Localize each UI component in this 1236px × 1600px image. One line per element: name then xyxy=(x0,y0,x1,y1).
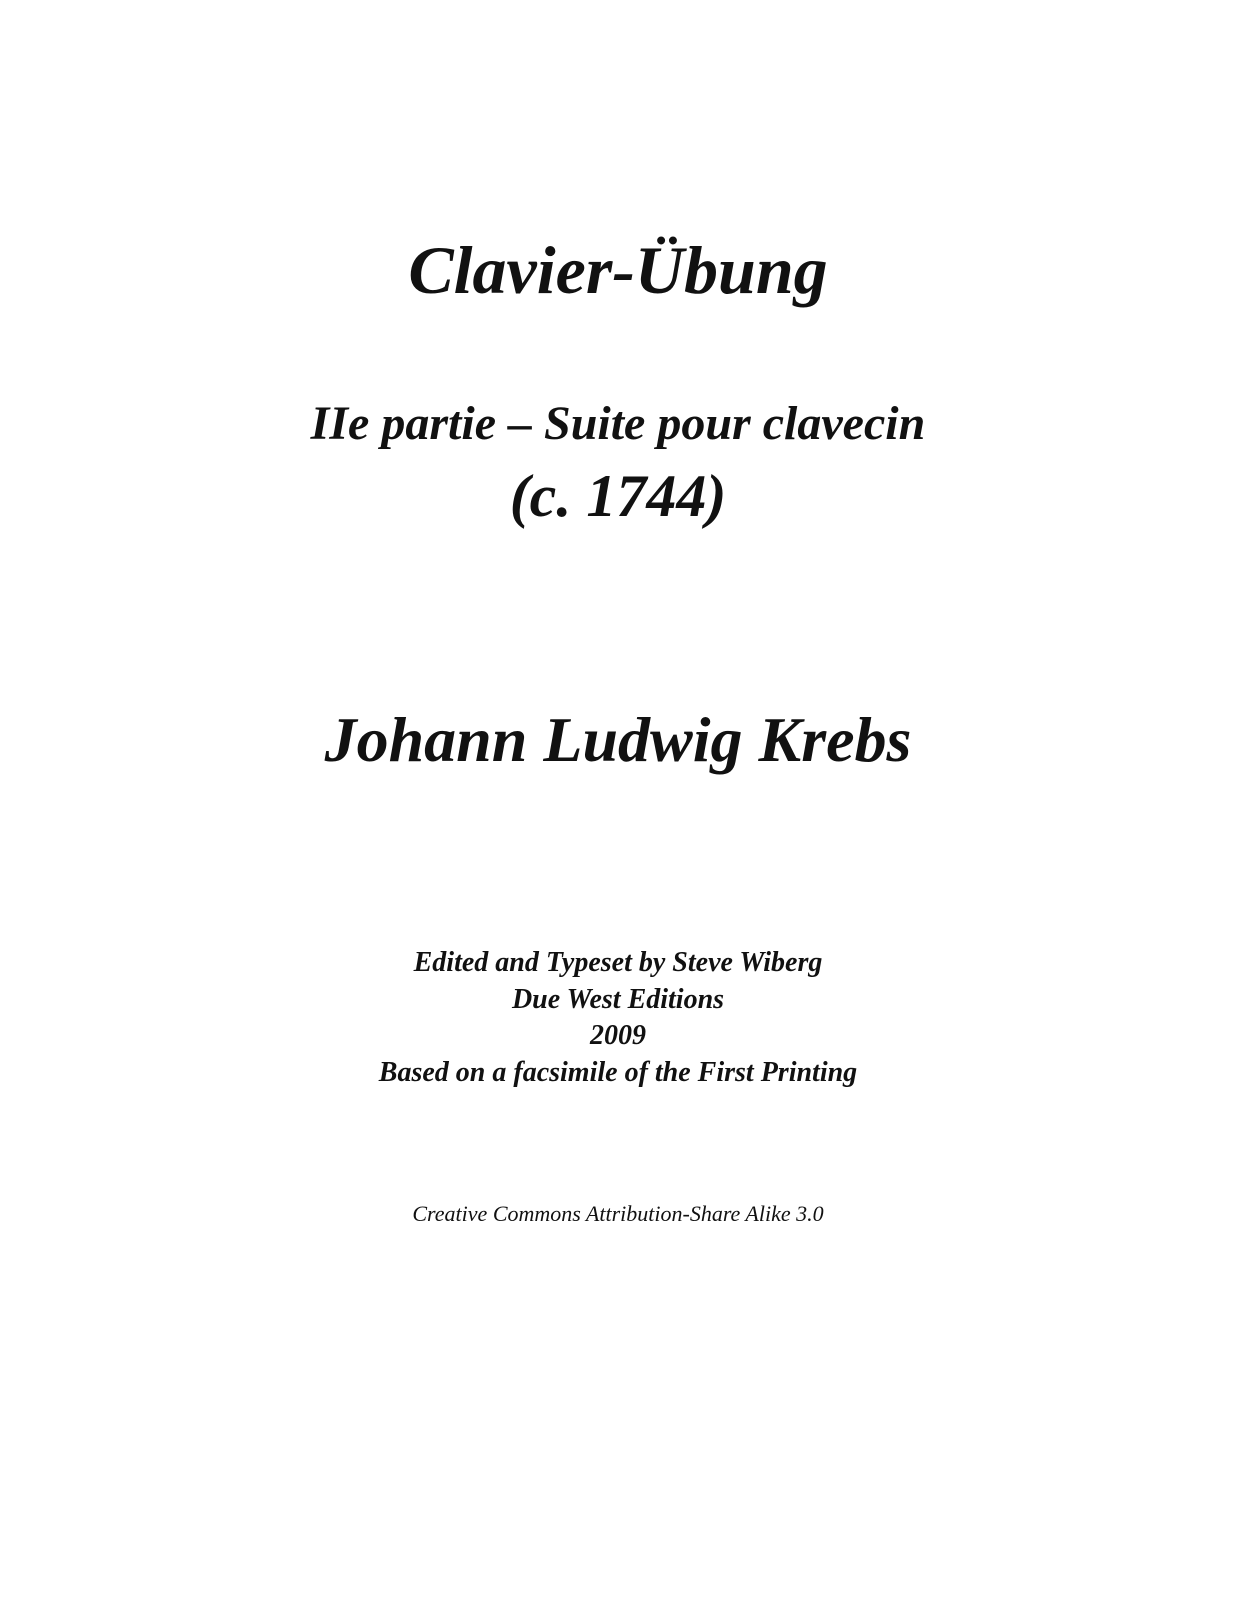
credit-publisher: Due West Editions xyxy=(511,984,725,1015)
license-notice: Creative Commons Attribution-Share Alike 3.0 xyxy=(412,1201,824,1226)
work-title: Clavier-Übung xyxy=(408,232,828,308)
credit-year: 2009 xyxy=(590,1020,646,1051)
credit-source: Based on a facsimile of the First Printing xyxy=(378,1057,858,1088)
credit-editor: Edited and Typeset by Steve Wiberg xyxy=(413,947,823,978)
composer-name: Johann Ludwig Krebs xyxy=(324,704,912,775)
composition-date: (c. 1744) xyxy=(509,463,727,529)
work-subtitle: IIe partie – Suite pour clavecin xyxy=(310,397,926,450)
